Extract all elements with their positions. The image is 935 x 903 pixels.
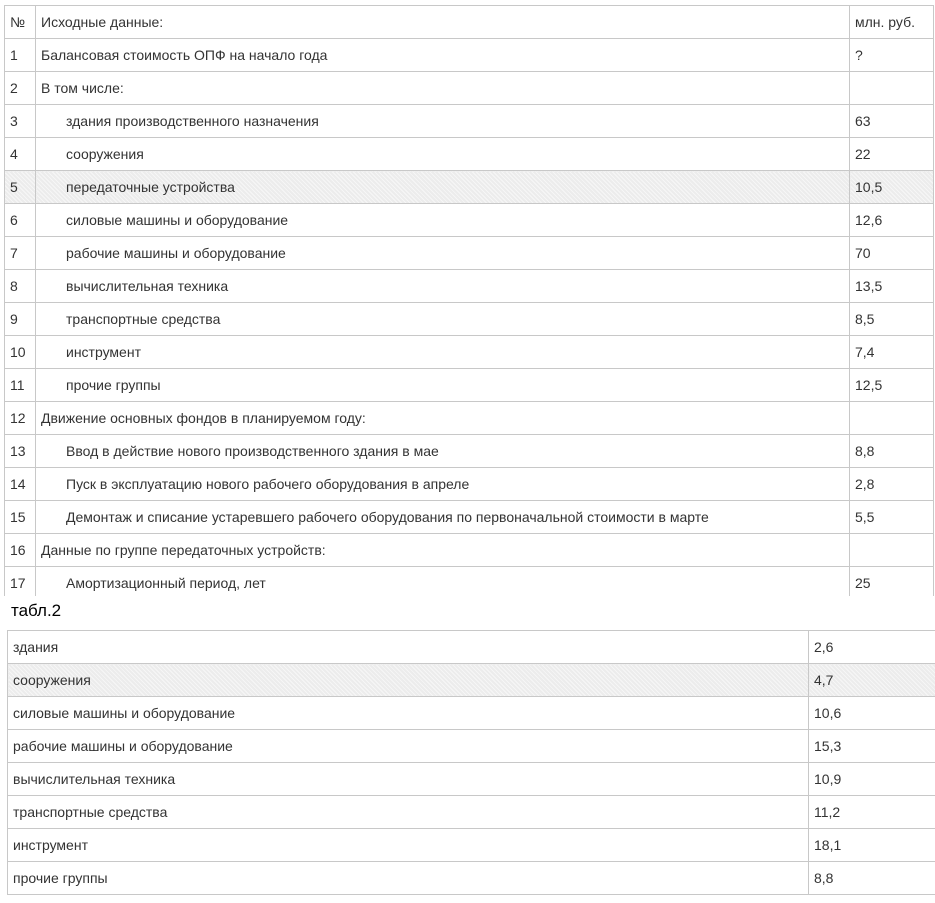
row-label: силовые машины и оборудование <box>8 697 809 730</box>
row-number: 14 <box>5 468 36 501</box>
table-row <box>5 534 934 567</box>
row-value: 8,8 <box>850 435 934 468</box>
table-row <box>5 435 934 468</box>
row-number: 17 <box>5 567 36 597</box>
row-value: 5,5 <box>850 501 934 534</box>
row-value: ? <box>850 39 934 72</box>
row-label: транспортные средства <box>36 303 850 336</box>
depreciation-rates-table-body <box>8 631 935 895</box>
row-number: 8 <box>5 270 36 303</box>
table-row <box>8 763 935 796</box>
row-value: 10,9 <box>809 763 935 796</box>
row-number: 3 <box>5 105 36 138</box>
row-number: 10 <box>5 336 36 369</box>
row-value: 11,2 <box>809 796 935 829</box>
table-row <box>5 204 934 237</box>
table-row <box>5 138 934 171</box>
header-number: № <box>5 6 36 39</box>
table-row <box>8 730 935 763</box>
row-value: 8,5 <box>850 303 934 336</box>
row-number: 16 <box>5 534 36 567</box>
row-value <box>850 72 934 105</box>
row-label: рабочие машины и оборудование <box>36 237 850 270</box>
depreciation-rates-table <box>7 630 935 895</box>
row-label: здания производственного назначения <box>36 105 850 138</box>
row-value: 7,4 <box>850 336 934 369</box>
source-data-table-body <box>5 6 934 597</box>
row-label: прочие группы <box>36 369 850 402</box>
row-label: Демонтаж и списание устаревшего рабочего оборудования по первоначальной стоимости в марте <box>36 501 850 534</box>
row-number: 2 <box>5 72 36 105</box>
row-value: 2,8 <box>850 468 934 501</box>
row-label: здания <box>8 631 809 664</box>
row-label: вычислительная техника <box>36 270 850 303</box>
row-label: Ввод в действие нового производственного здания в мае <box>36 435 850 468</box>
row-label: прочие группы <box>8 862 809 895</box>
row-label: рабочие машины и оборудование <box>8 730 809 763</box>
row-label: сооружения <box>36 138 850 171</box>
table-row <box>5 468 934 501</box>
row-number: 13 <box>5 435 36 468</box>
row-value: 63 <box>850 105 934 138</box>
table-row <box>8 796 935 829</box>
table-header-row <box>5 6 934 39</box>
row-value: 70 <box>850 237 934 270</box>
row-value <box>850 534 934 567</box>
row-label: В том числе: <box>36 72 850 105</box>
table-row <box>5 303 934 336</box>
table-row <box>5 105 934 138</box>
row-value: 13,5 <box>850 270 934 303</box>
row-label: транспортные средства <box>8 796 809 829</box>
row-number: 15 <box>5 501 36 534</box>
row-label: Амортизационный период, лет <box>36 567 850 597</box>
row-number: 11 <box>5 369 36 402</box>
row-number: 12 <box>5 402 36 435</box>
row-number: 9 <box>5 303 36 336</box>
row-value: 25 <box>850 567 934 597</box>
row-value: 22 <box>850 138 934 171</box>
row-value <box>850 402 934 435</box>
table-row <box>8 862 935 895</box>
row-label: вычислительная техника <box>8 763 809 796</box>
row-label: передаточные устройства <box>36 171 850 204</box>
row-value: 12,6 <box>850 204 934 237</box>
table-row <box>5 336 934 369</box>
source-data-table <box>4 5 934 596</box>
table-row <box>8 664 935 697</box>
row-value: 2,6 <box>809 631 935 664</box>
table-row <box>5 501 934 534</box>
table-row <box>5 72 934 105</box>
row-number: 5 <box>5 171 36 204</box>
row-label: Данные по группе передаточных устройств: <box>36 534 850 567</box>
header-label: Исходные данные: <box>36 6 850 39</box>
row-value: 12,5 <box>850 369 934 402</box>
table-row <box>5 567 934 597</box>
row-number: 4 <box>5 138 36 171</box>
row-label: инструмент <box>36 336 850 369</box>
row-value: 10,5 <box>850 171 934 204</box>
row-number: 6 <box>5 204 36 237</box>
header-unit: млн. руб. <box>850 6 934 39</box>
row-value: 10,6 <box>809 697 935 730</box>
table2-title: табл.2 <box>11 601 62 620</box>
row-label: силовые машины и оборудование <box>36 204 850 237</box>
row-value: 15,3 <box>809 730 935 763</box>
row-number: 1 <box>5 39 36 72</box>
table-row <box>5 270 934 303</box>
row-number: 7 <box>5 237 36 270</box>
row-label: Балансовая стоимость ОПФ на начало года <box>36 39 850 72</box>
row-label: Движение основных фондов в планируемом году: <box>36 402 850 435</box>
table-row <box>8 697 935 730</box>
row-label: инструмент <box>8 829 809 862</box>
row-label: сооружения <box>8 664 809 697</box>
table-row <box>8 631 935 664</box>
table-row <box>5 171 934 204</box>
table-row <box>5 402 934 435</box>
table-row <box>5 369 934 402</box>
row-label: Пуск в эксплуатацию нового рабочего оборудования в апреле <box>36 468 850 501</box>
table-row <box>5 237 934 270</box>
row-value: 8,8 <box>809 862 935 895</box>
row-value: 18,1 <box>809 829 935 862</box>
table-row <box>8 829 935 862</box>
table-row <box>5 39 934 72</box>
row-value: 4,7 <box>809 664 935 697</box>
